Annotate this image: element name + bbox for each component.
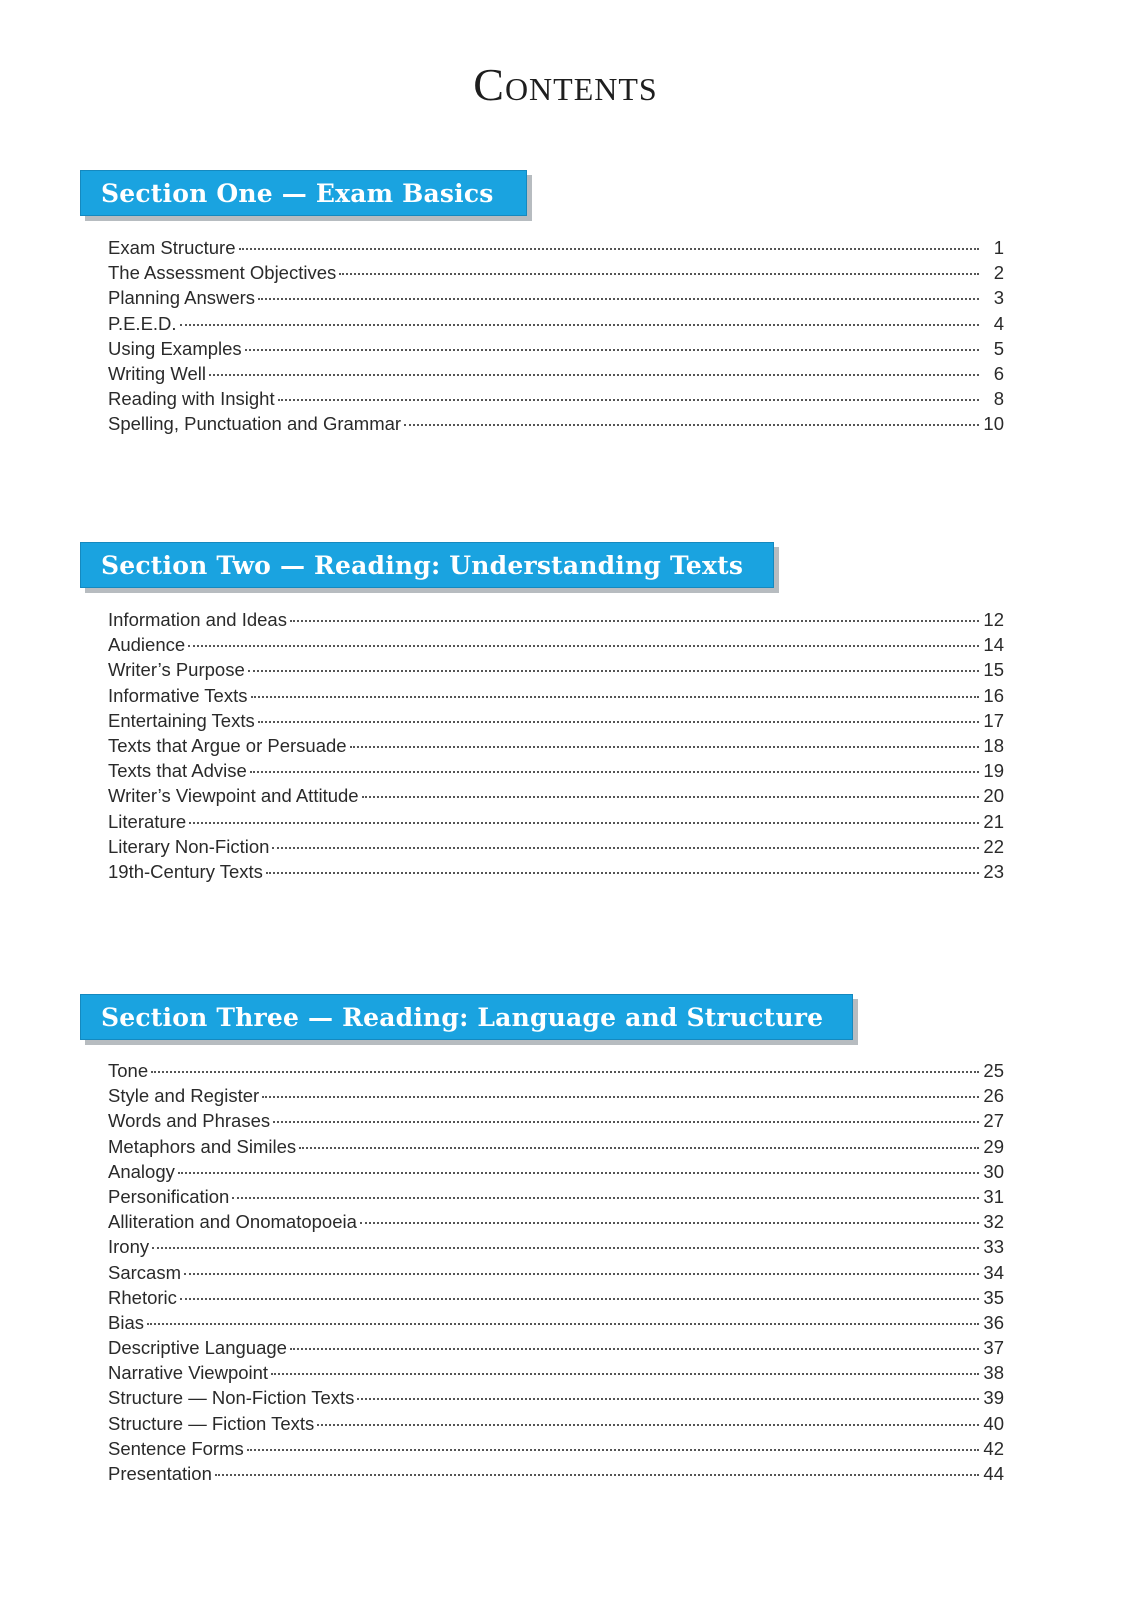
contents-entry[interactable] — [108, 262, 1004, 287]
contents-entry[interactable] — [108, 237, 1004, 262]
entry-title: Metaphors and Similes — [108, 1135, 297, 1157]
dot-leader — [404, 424, 979, 426]
entry-title: Structure — Fiction Texts — [108, 1412, 315, 1434]
entry-page: 23 — [983, 860, 1004, 882]
dot-leader — [239, 248, 980, 250]
entry-title: Literary Non-Fiction — [108, 835, 270, 857]
entry-title: Entertaining Texts — [108, 709, 255, 731]
contents-entry[interactable] — [108, 785, 1004, 810]
entry-page: 32 — [983, 1211, 1004, 1233]
entry-page: 17 — [983, 709, 1004, 731]
entry-title: Narrative Viewpoint — [108, 1362, 269, 1384]
entry-title: Structure — Non-Fiction Texts — [108, 1387, 355, 1409]
dot-leader — [317, 1424, 979, 1426]
entry-title: Planning Answers — [108, 287, 256, 309]
entry-page: 31 — [983, 1185, 1004, 1207]
dot-leader — [273, 1121, 979, 1123]
entry-title: Reading with Insight — [108, 388, 275, 410]
entry-page: 8 — [993, 388, 1004, 410]
dot-leader — [262, 1096, 979, 1098]
contents-entry[interactable] — [108, 1387, 1004, 1412]
entry-title: The Assessment Objectives — [108, 262, 337, 284]
dot-leader — [272, 847, 979, 849]
dot-leader — [215, 1474, 979, 1476]
contents-entry[interactable] — [108, 811, 1004, 836]
contents-entry[interactable] — [108, 1236, 1004, 1261]
contents-entry[interactable] — [108, 1262, 1004, 1287]
entry-title: Alliteration and Onomatopoeia — [108, 1211, 357, 1233]
dot-leader — [357, 1398, 979, 1400]
dot-leader — [350, 746, 979, 748]
entry-title: Informative Texts — [108, 684, 248, 706]
dot-leader — [290, 1348, 979, 1350]
entry-title: Spelling, Punctuation and Grammar — [108, 413, 402, 435]
entry-page: 29 — [983, 1135, 1004, 1157]
entry-title: Texts that Advise — [108, 760, 247, 782]
contents-entry[interactable] — [108, 1211, 1004, 1236]
entry-page: 4 — [993, 312, 1004, 334]
entry-page: 39 — [983, 1387, 1004, 1409]
entry-page: 44 — [983, 1463, 1004, 1484]
contents-entry[interactable] — [108, 338, 1004, 363]
dot-leader — [184, 1273, 979, 1275]
dot-leader — [152, 1247, 979, 1249]
entry-title: Texts that Argue or Persuade — [108, 734, 347, 756]
entry-title: Writing Well — [108, 362, 207, 384]
entry-title: Personification — [108, 1185, 230, 1207]
entry-page: 30 — [983, 1160, 1004, 1182]
contents-list — [108, 1060, 1004, 1488]
dot-leader — [258, 721, 979, 723]
entry-page: 25 — [983, 1060, 1004, 1081]
dot-leader — [360, 1222, 979, 1224]
dot-leader — [178, 1172, 979, 1174]
contents-entry[interactable] — [108, 413, 1004, 438]
contents-entry[interactable] — [108, 1362, 1004, 1387]
contents-list — [108, 609, 1004, 886]
dot-leader — [362, 796, 979, 798]
contents-entry[interactable] — [108, 1312, 1004, 1337]
dot-leader — [247, 1449, 979, 1451]
section-heading-label: Section One — Exam Basics — [101, 178, 494, 208]
dot-leader — [245, 349, 979, 351]
dot-leader — [250, 771, 979, 773]
contents-entry[interactable] — [108, 363, 1004, 388]
entry-page: 36 — [983, 1311, 1004, 1333]
entry-page: 20 — [983, 785, 1004, 807]
entry-title: Writer’s Purpose — [108, 659, 245, 681]
contents-entry[interactable] — [108, 836, 1004, 861]
contents-entry[interactable] — [108, 1161, 1004, 1186]
dot-leader — [339, 273, 979, 275]
contents-entry[interactable] — [108, 1186, 1004, 1211]
contents-list — [108, 237, 1004, 439]
entry-page: 14 — [983, 634, 1004, 656]
contents-entry[interactable] — [108, 760, 1004, 785]
entry-title: Presentation — [108, 1463, 212, 1484]
entry-page: 33 — [983, 1236, 1004, 1258]
contents-entry[interactable] — [108, 685, 1004, 710]
entry-title: P.E.E.D. — [108, 312, 177, 334]
entry-title: Irony — [108, 1236, 150, 1258]
entry-page: 15 — [983, 659, 1004, 681]
contents-entry[interactable] — [108, 609, 1004, 634]
contents-entry[interactable] — [108, 735, 1004, 760]
entry-page: 19 — [983, 760, 1004, 782]
entry-page: 2 — [993, 262, 1004, 284]
contents-entry[interactable] — [108, 861, 1004, 886]
dot-leader — [266, 872, 979, 874]
entry-page: 10 — [983, 413, 1004, 435]
entry-page: 37 — [983, 1337, 1004, 1359]
contents-entry[interactable] — [108, 1136, 1004, 1161]
contents-entry[interactable] — [108, 287, 1004, 312]
entry-page: 12 — [983, 609, 1004, 630]
dot-leader — [232, 1197, 979, 1199]
contents-entry[interactable] — [108, 710, 1004, 735]
dot-leader — [180, 1298, 979, 1300]
dot-leader — [299, 1147, 979, 1149]
contents-entry[interactable] — [108, 1060, 1004, 1085]
entry-page: 38 — [983, 1362, 1004, 1384]
entry-page: 27 — [983, 1110, 1004, 1132]
contents-entry[interactable] — [108, 1287, 1004, 1312]
entry-page: 3 — [993, 287, 1004, 309]
dot-leader — [188, 645, 979, 647]
contents-entry[interactable] — [108, 313, 1004, 338]
contents-entry[interactable] — [108, 1337, 1004, 1362]
contents-entry[interactable] — [108, 1463, 1004, 1488]
entry-page: 16 — [983, 684, 1004, 706]
dot-leader — [278, 399, 979, 401]
entry-page: 34 — [983, 1261, 1004, 1283]
dot-leader — [147, 1323, 979, 1325]
dot-leader — [209, 374, 979, 376]
entry-title: Using Examples — [108, 337, 242, 359]
entry-title: Sentence Forms — [108, 1437, 244, 1459]
page-title: Contents — [473, 59, 658, 110]
entry-page: 22 — [983, 835, 1004, 857]
contents-entry[interactable] — [108, 634, 1004, 659]
entry-title: Writer’s Viewpoint and Attitude — [108, 785, 359, 807]
entry-title: Rhetoric — [108, 1286, 177, 1308]
contents-entry[interactable] — [108, 388, 1004, 413]
entry-page: 6 — [993, 362, 1004, 384]
entry-page: 35 — [983, 1286, 1004, 1308]
dot-leader — [189, 822, 979, 824]
entry-title: Audience — [108, 634, 186, 656]
contents-entry[interactable] — [108, 1110, 1004, 1135]
entry-page: 21 — [983, 810, 1004, 832]
section-heading — [80, 994, 853, 1040]
dot-leader — [180, 324, 979, 326]
entry-title: Tone — [108, 1060, 149, 1081]
entry-page: 42 — [983, 1437, 1004, 1459]
entry-title: Analogy — [108, 1160, 175, 1182]
dot-leader — [290, 620, 979, 622]
section-heading-label: Section Two — Reading: Understanding Texts — [101, 550, 744, 580]
section-heading — [80, 542, 774, 588]
entry-title: Style and Register — [108, 1085, 260, 1107]
entry-title: Literature — [108, 810, 187, 832]
entry-page: 26 — [983, 1085, 1004, 1107]
section-heading — [80, 170, 527, 216]
entry-page: 1 — [993, 237, 1004, 258]
contents-entry[interactable] — [108, 1438, 1004, 1463]
dot-leader — [248, 670, 979, 672]
entry-title: Descriptive Language — [108, 1337, 287, 1359]
entry-title: Words and Phrases — [108, 1110, 271, 1132]
dot-leader — [151, 1071, 979, 1073]
entry-page: 18 — [983, 734, 1004, 756]
entry-title: 19th-Century Texts — [108, 860, 263, 882]
entry-page: 5 — [993, 337, 1004, 359]
dot-leader — [251, 696, 980, 698]
dot-leader — [271, 1373, 979, 1375]
contents-entry[interactable] — [108, 1085, 1004, 1110]
entry-title: Bias — [108, 1311, 144, 1333]
entry-title: Information and Ideas — [108, 609, 287, 630]
section-heading-label: Section Three — Reading: Language and Structure — [101, 1002, 824, 1032]
contents-entry[interactable] — [108, 659, 1004, 684]
entry-title: Exam Structure — [108, 237, 236, 258]
dot-leader — [258, 298, 979, 300]
contents-entry[interactable] — [108, 1413, 1004, 1438]
entry-page: 40 — [983, 1412, 1004, 1434]
entry-title: Sarcasm — [108, 1261, 181, 1283]
